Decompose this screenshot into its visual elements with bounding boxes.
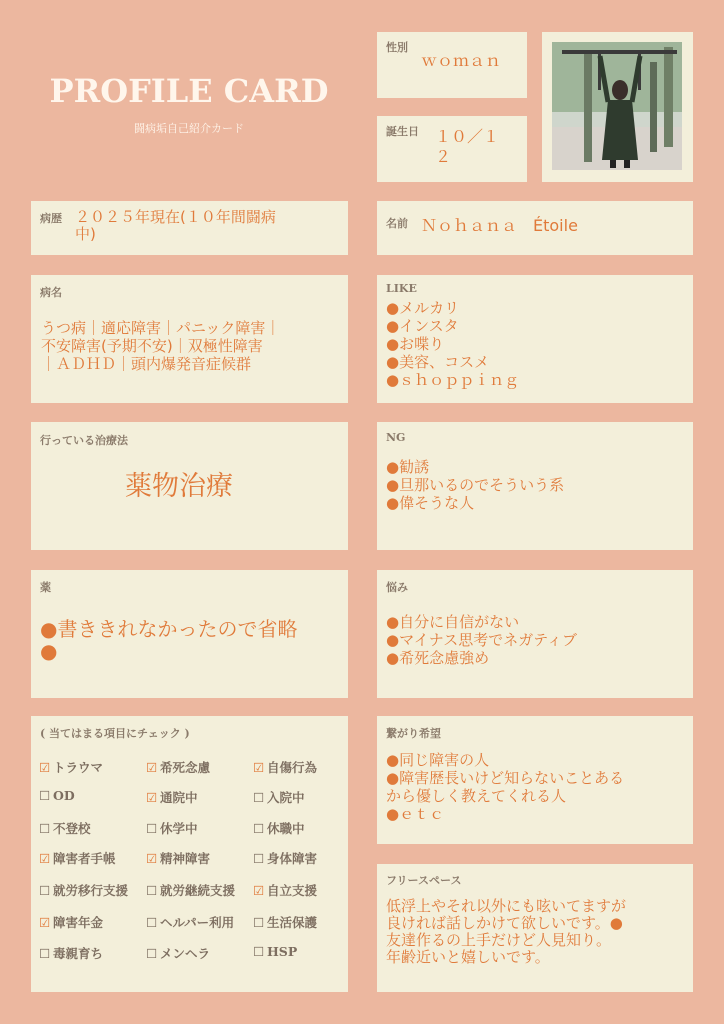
checklist-item-label: 就労継続支援	[160, 883, 236, 898]
list-item: ●お喋り	[386, 335, 445, 353]
checklist-item-label: 休学中	[160, 821, 198, 836]
list-item: ●勧誘	[386, 458, 430, 476]
checkbox-checked-icon[interactable]: ☑	[146, 851, 158, 866]
checklist-item-label: 精神障害	[160, 851, 211, 866]
history-label: 病歴	[40, 212, 62, 225]
list-item: ●同じ障害の人	[386, 751, 490, 769]
checklist-item-label: 生活保護	[267, 915, 318, 930]
name-label: 名前	[386, 217, 408, 230]
like-box	[377, 275, 693, 403]
checklist-item-label: 自立支援	[267, 883, 318, 898]
checklist-item[interactable]	[39, 849, 116, 867]
worries-box	[377, 570, 693, 698]
checkbox-unchecked-icon[interactable]: ☐	[253, 944, 265, 959]
checklist-item-label: 入院中	[267, 790, 305, 805]
birthday-value-line1: １０／１	[435, 127, 500, 146]
checkbox-unchecked-icon[interactable]: ☐	[39, 788, 51, 803]
photo-frame	[542, 32, 693, 182]
checklist-item[interactable]	[39, 944, 103, 962]
list-item: ●偉そうな人	[386, 494, 475, 512]
checkbox-checked-icon[interactable]: ☑	[39, 760, 51, 775]
checklist-item-label: 毒親育ち	[53, 946, 104, 961]
checkbox-checked-icon[interactable]: ☑	[39, 915, 51, 930]
connection-label: 繋がり希望	[386, 727, 441, 740]
connection-list	[386, 751, 624, 823]
checklist-item-label: メンヘラ	[160, 946, 211, 961]
history-value-line2: 中)	[75, 225, 96, 243]
medicine-box	[31, 570, 348, 698]
checklist-item[interactable]	[39, 913, 103, 931]
free-space-text	[386, 898, 626, 966]
checkbox-unchecked-icon[interactable]: ☐	[253, 821, 265, 836]
checklist-item[interactable]	[253, 819, 305, 837]
checkbox-checked-icon[interactable]: ☑	[39, 851, 51, 866]
list-item: ●旦那いるのでそういう系	[386, 476, 565, 494]
free-space-line: 年齢近いと嬉しいです。	[386, 948, 550, 966]
list-item: から優しく教えてくれる人	[386, 787, 567, 805]
page-subtitle: 闘病垢自己紹介カード	[134, 122, 244, 135]
checklist-item[interactable]	[146, 881, 235, 899]
checklist-item[interactable]	[253, 913, 317, 931]
page-title: PROFILE CARD	[49, 72, 329, 110]
diseases-label: 病名	[40, 286, 62, 299]
treatment-label: 行っている治療法	[40, 434, 128, 447]
connection-box	[377, 716, 693, 844]
checkbox-unchecked-icon[interactable]: ☐	[253, 851, 265, 866]
name-value: Ｎｏｈａｎａ Étoile	[421, 216, 578, 235]
checkbox-checked-icon[interactable]: ☑	[253, 883, 265, 898]
worries-label: 悩み	[386, 581, 408, 594]
checklist-item-label: 身体障害	[267, 851, 318, 866]
checklist-item-label: 不登校	[53, 821, 91, 836]
medicine-label: 薬	[40, 581, 51, 594]
birthday-label: 誕生日	[386, 125, 419, 138]
checklist-item-label: 自傷行為	[267, 760, 318, 775]
checklist-item-label: 障害者手帳	[53, 851, 116, 866]
checklist-item-label: 就労移行支援	[53, 883, 129, 898]
checkbox-unchecked-icon[interactable]: ☐	[146, 883, 158, 898]
profile-photo-image	[552, 42, 682, 170]
treatment-value: 薬物治療	[125, 471, 233, 502]
checklist-item[interactable]	[253, 881, 317, 899]
checkbox-unchecked-icon[interactable]: ☐	[146, 946, 158, 961]
ng-list	[386, 458, 564, 512]
checkbox-checked-icon[interactable]: ☑	[253, 760, 265, 775]
checklist-item[interactable]	[253, 849, 317, 867]
checklist-item[interactable]	[146, 849, 210, 867]
birthday-value-line2: ２	[435, 147, 452, 166]
list-item: ●自分に自信がない	[386, 613, 520, 631]
medicine-line2: ●	[40, 639, 58, 663]
checklist-item[interactable]	[146, 788, 198, 806]
name-box	[377, 201, 693, 255]
list-item: ●美容、コスメ	[386, 353, 490, 371]
diseases-list	[41, 319, 280, 373]
checklist-item-label: HSP	[267, 944, 298, 959]
checklist-item-label: 休職中	[267, 821, 305, 836]
free-space-box	[377, 864, 693, 992]
list-item: ●ｓｈｏｐｐｉｎｇ	[386, 371, 520, 389]
treatment-box	[31, 422, 348, 550]
checklist-item-label: OD	[53, 788, 75, 803]
checklist-item[interactable]	[146, 819, 198, 837]
checkbox-unchecked-icon[interactable]: ☐	[253, 790, 265, 805]
checklist-item[interactable]	[39, 788, 75, 803]
like-list	[386, 299, 519, 389]
medicine-line1: ●書ききれなかったので省略	[40, 617, 298, 641]
checklist-item-label: 通院中	[160, 790, 198, 805]
birthday-box	[377, 116, 527, 182]
like-label: LIKE	[386, 282, 417, 295]
free-space-label: フリースペース	[386, 874, 462, 887]
checklist-item[interactable]	[253, 788, 305, 806]
free-space-line: 友達作るの上手だけど人見知り。	[386, 931, 612, 949]
checklist-item[interactable]	[253, 944, 297, 959]
checkbox-checked-icon[interactable]: ☑	[146, 790, 158, 805]
worries-list	[386, 613, 577, 667]
history-box	[31, 201, 348, 255]
ng-label: NG	[386, 431, 406, 444]
checklist-item[interactable]	[253, 758, 317, 776]
checkbox-unchecked-icon[interactable]: ☐	[146, 821, 158, 836]
checkbox-unchecked-icon[interactable]: ☐	[39, 883, 51, 898]
checklist-item-label: ヘルパー利用	[160, 915, 235, 930]
history-value-line1: ２０２５年現在(１０年間闘病	[75, 208, 276, 226]
diseases-line: ｜ＡＤＨＤ｜頭内爆発音症候群	[41, 355, 252, 373]
free-space-line: 低浮上やそれ以外にも呟いてますが	[386, 897, 627, 915]
gender-value: ｗｏｍａｎ	[421, 51, 502, 70]
checklist-item[interactable]	[146, 913, 234, 931]
diseases-line: 不安障害(予期不安)｜双極性障害	[41, 337, 263, 355]
checklist-item[interactable]	[146, 758, 210, 776]
list-item: ●マイナス思考でネガティブ	[386, 631, 577, 649]
checkbox-unchecked-icon[interactable]: ☐	[39, 821, 51, 836]
checkbox-checked-icon[interactable]: ☑	[146, 760, 158, 775]
checklist-item[interactable]	[39, 819, 91, 837]
checklist-box	[31, 716, 348, 992]
free-space-line: 良ければ話しかけて欲しいです。●	[386, 914, 623, 932]
checklist-label: ( 当てはまる項目にチェック )	[40, 727, 190, 740]
checkbox-unchecked-icon[interactable]: ☐	[253, 915, 265, 930]
diseases-line: うつ病｜適応障害｜パニック障害｜	[41, 319, 281, 337]
checklist-item[interactable]	[39, 758, 103, 776]
checkbox-unchecked-icon[interactable]: ☐	[146, 915, 158, 930]
list-item: ●ｅｔｃ	[386, 805, 445, 823]
diseases-box	[31, 275, 348, 403]
list-item: ●希死念慮強め	[386, 649, 490, 667]
checklist-item[interactable]	[146, 944, 210, 962]
checkbox-unchecked-icon[interactable]: ☐	[39, 946, 51, 961]
ng-box	[377, 422, 693, 550]
checklist-item-label: 希死念慮	[160, 760, 211, 775]
list-item: ●障害歴長いけど知らないことある	[386, 769, 625, 787]
list-item: ●インスタ	[386, 317, 459, 335]
checklist-item-label: 障害年金	[53, 915, 104, 930]
checklist-item-label: トラウマ	[53, 760, 104, 775]
profile-photo	[552, 42, 682, 170]
gender-box	[377, 32, 527, 98]
gender-label: 性別	[386, 41, 408, 54]
checklist-item[interactable]	[39, 881, 128, 899]
list-item: ●メルカリ	[386, 299, 460, 317]
